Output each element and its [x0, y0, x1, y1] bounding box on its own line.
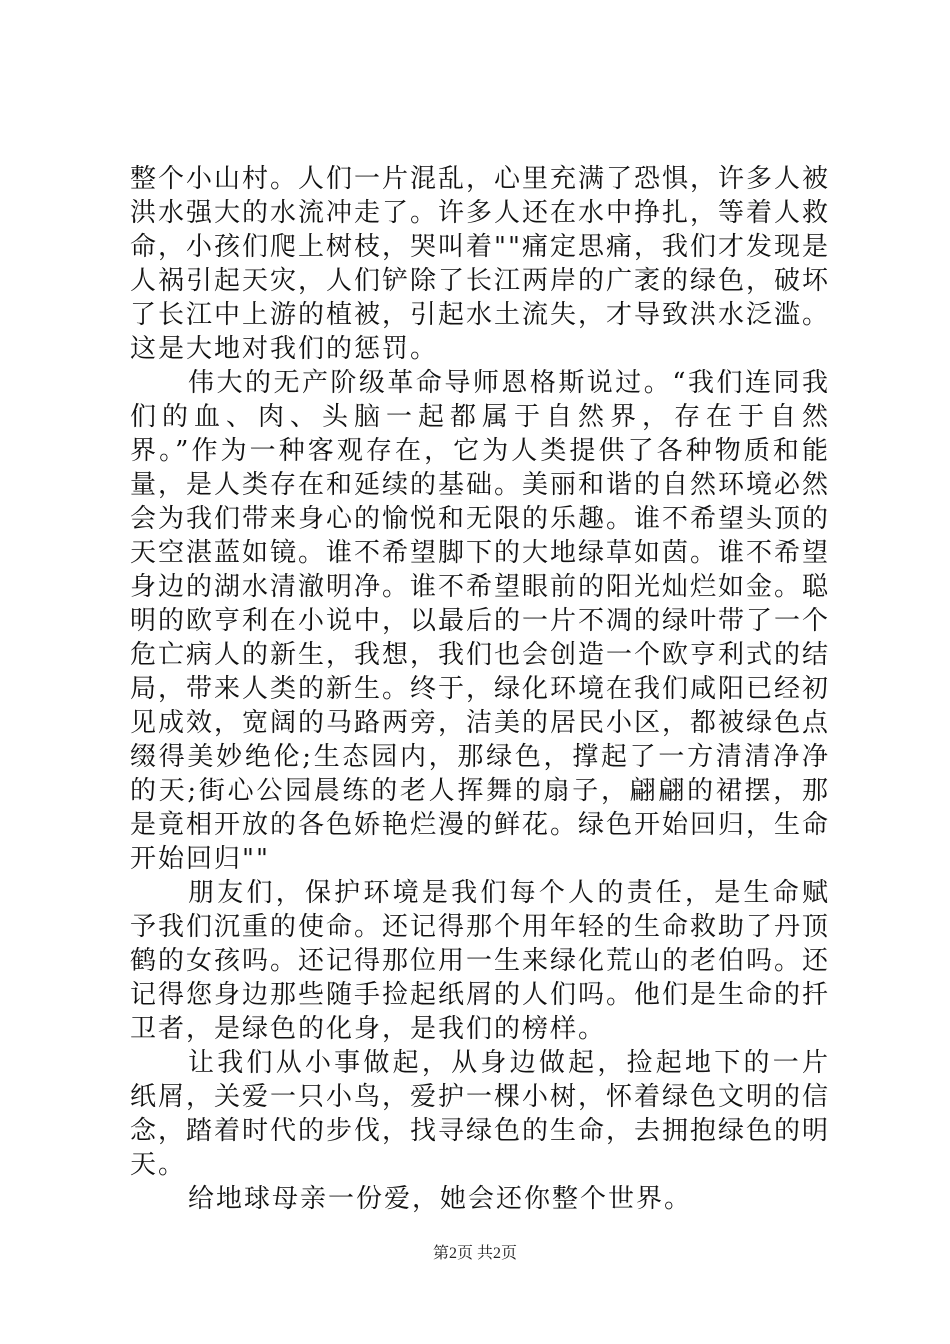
page-number-footer: 第2页 共2页 — [432, 1245, 517, 1262]
paragraph-5: 给地球母亲一份爱，她会还你整个世界。 — [188, 1184, 693, 1214]
paragraph-2: 伟大的无产阶级革命导师恩格斯说过。“我们连同我们的血、肉、头脑一起都属于自然界，存在于自然界。”作为一种客观存在，它为人类提供了各种物质和能量，是人类存在和延续的基础。美丽和谐的自然环境必然会为我们带来身心的愉悦和无限的乐趣。谁不希望头顶的天空湛蓝如镜。谁不希望脚下的大地绿草如茵。谁不希望身边的湖水清澈明净。谁不希望眼前的阳光灿烂如金。聪明的欧亨利在小说中，以最后的一片不凋的绿叶带了一个危亡病人的新生，我想，我们也会创造一个欧亨利式的结局，带来人类的新生。终于，绿化环境在我们咸阳已经初见成效，宽阔的马路两旁，洁美的居民小区，都被绿色点缀得美妙绝伦;生态园内，那绿色，撑起了一方清清净净的天;街心公园晨练的老人挥舞的扇子，翩翩的裙摆，那是竟相开放的各色娇艳烂漫的鲜花。绿色开始回归，生命开始回归"" — [130, 368, 831, 874]
paragraph-4: 让我们从小事做起，从身边做起，捡起地下的一片纸屑，关爱一只小鸟，爱护一棵小树，怀着绿色文明的信念，踏着时代的步伐，找寻绿色的生命，去拥抱绿色的明天。 — [130, 1048, 831, 1180]
paragraph-1: 整个小山村。人们一片混乱，心里充满了恐惧，许多人被洪水强大的水流冲走了。许多人还在水中挣扎，等着人救命，小孩们爬上树枝，哭叫着""痛定思痛，我们才发现是人祸引起天灾，人们铲除了长江两岸的广袤的绿色，破坏了长江中上游的植被，引起水土流失，才导致洪水泛滥。这是大地对我们的惩罚。 — [130, 164, 831, 364]
document-body — [130, 162, 830, 1216]
paragraph-3: 朋友们，保护环境是我们每个人的责任，是生命赋予我们沉重的使命。还记得那个用年轻的生命救助了丹顶鹤的女孩吗。还记得那位用一生来绿化荒山的老伯吗。还记得您身边那些随手捡起纸屑的人们吗。他们是生命的扦卫者，是绿色的化身，是我们的榜样。 — [130, 878, 831, 1044]
